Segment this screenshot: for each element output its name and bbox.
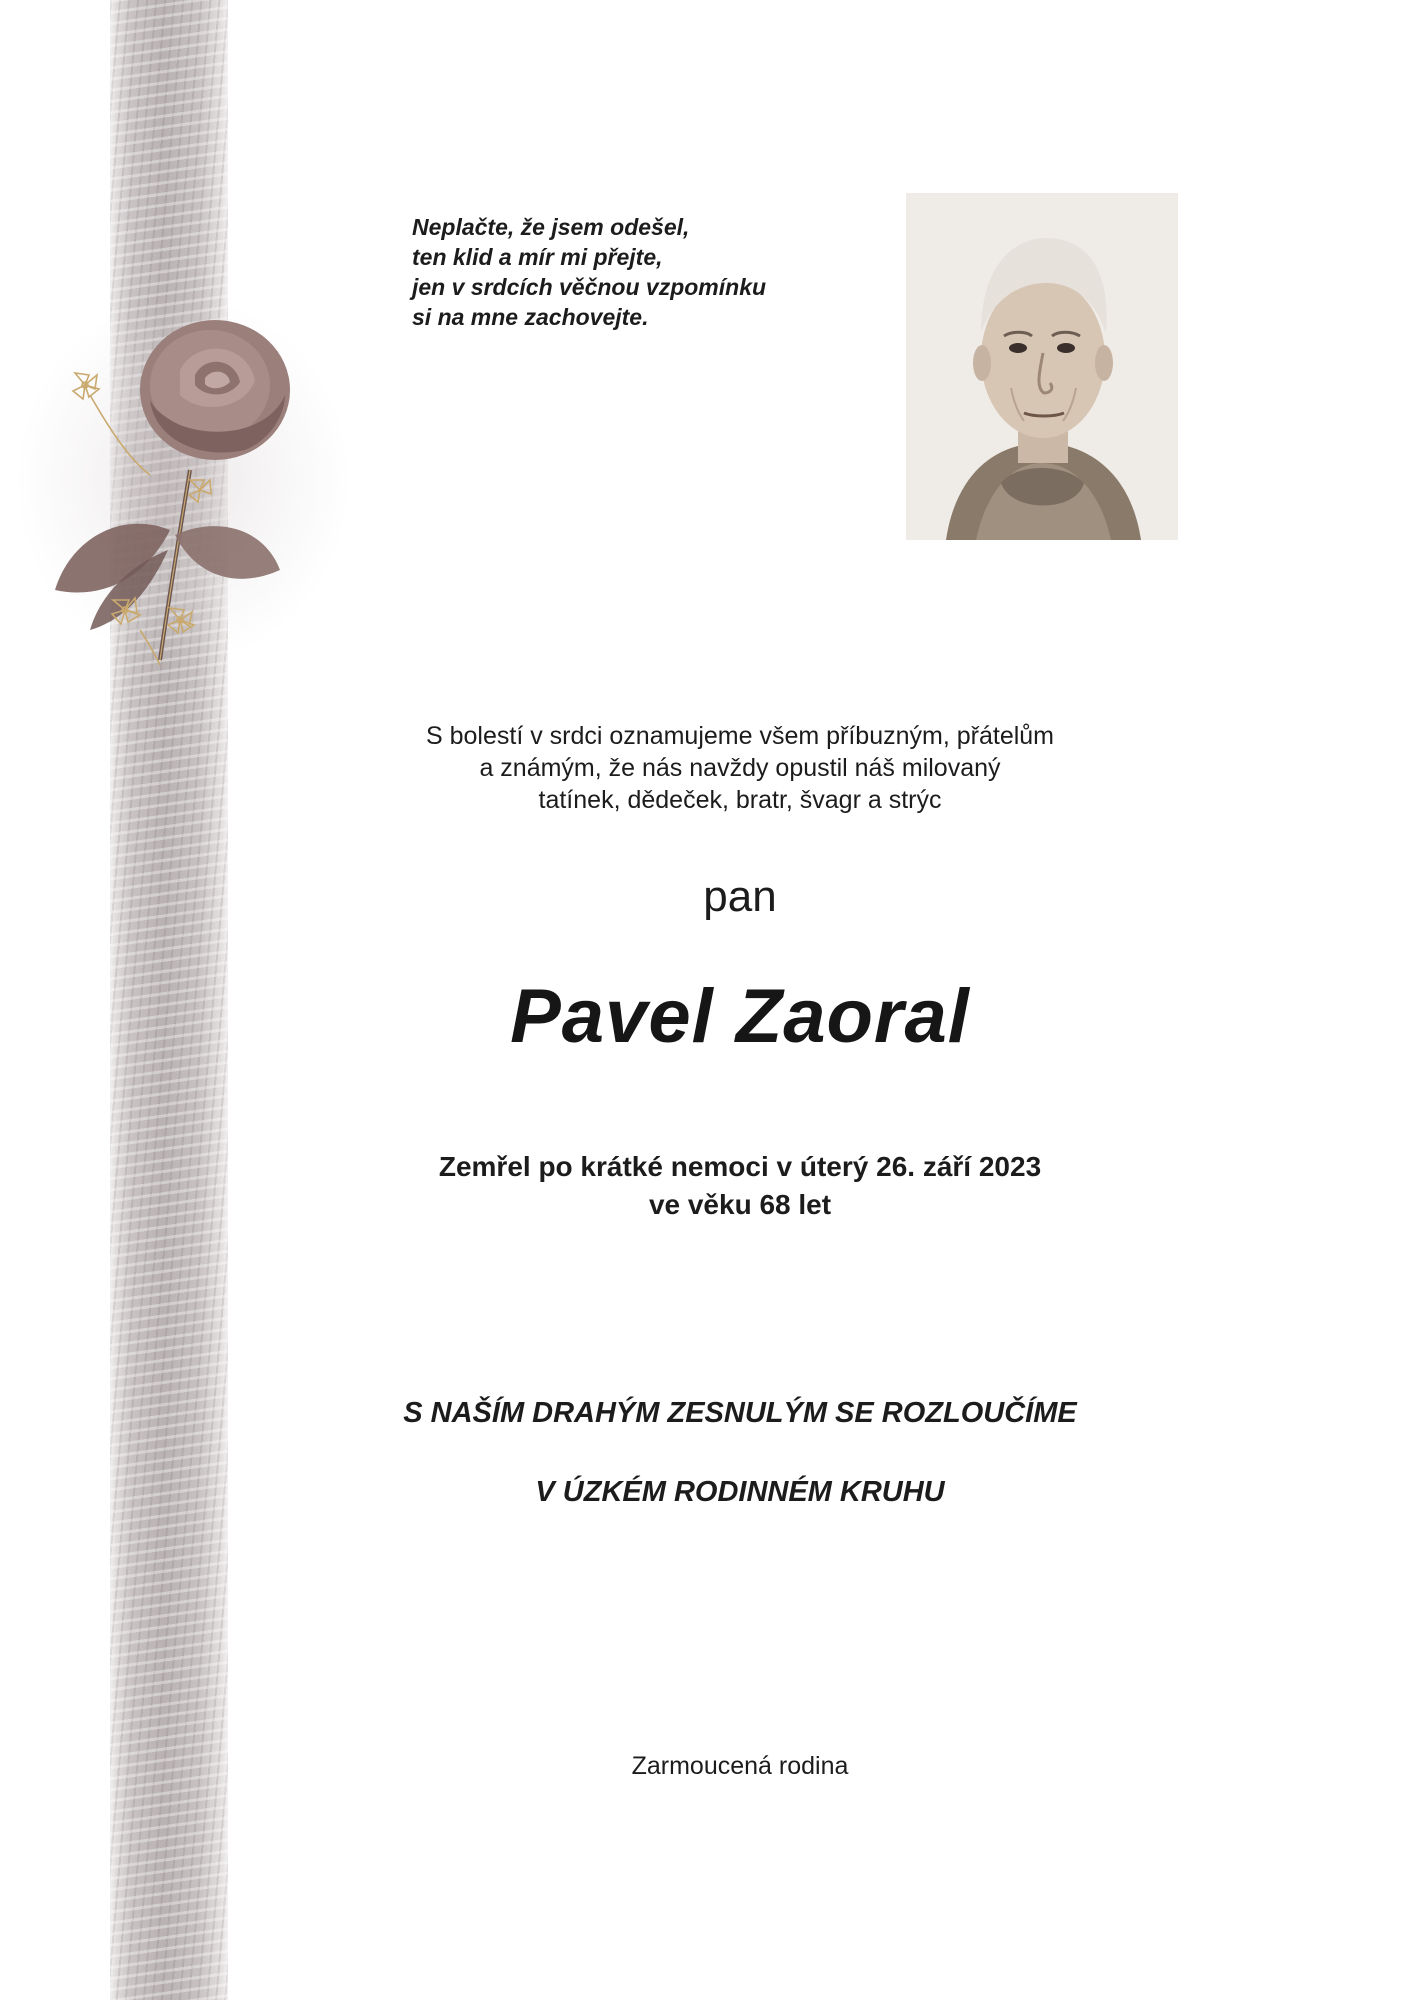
announcement-line: a známým, že nás navždy opustil náš milovaný	[479, 754, 1001, 782]
portrait-image	[906, 193, 1178, 540]
death-info-line: ve věku 68 let	[648, 1189, 832, 1220]
rose-icon	[30, 300, 330, 680]
death-info-line: Zemřel po krátké nemoci v úterý 26. září 2023	[438, 1151, 1042, 1182]
announcement-line: tatínek, dědeček, bratr, švagr a strýc	[538, 786, 942, 814]
death-info	[300, 1148, 1180, 1224]
poem-line: Neplačte, že jsem odešel,	[412, 214, 690, 240]
farewell-line-2: V ÚZKÉM RODINNÉM KRUHU	[535, 1476, 945, 1508]
honorific: pan	[703, 872, 777, 921]
portrait-photo	[906, 193, 1178, 540]
poem-line: jen v srdcích věčnou vzpomínku	[412, 274, 767, 300]
farewell-line-1: S NAŠÍM DRAHÝM ZESNULÝM SE ROZLOUČÍME	[403, 1397, 1077, 1429]
poem	[412, 212, 892, 332]
poem-line: si na mne zachovejte.	[412, 304, 649, 330]
announcement-text	[300, 720, 1180, 816]
announcement-line: S bolestí v srdci oznamujeme všem příbuzným, přátelům	[425, 722, 1054, 750]
deceased-name: Pavel Zaoral	[510, 974, 970, 1059]
poem-line: ten klid a mír mi přejte,	[412, 244, 663, 270]
signature: Zarmoucená rodina	[631, 1752, 849, 1780]
